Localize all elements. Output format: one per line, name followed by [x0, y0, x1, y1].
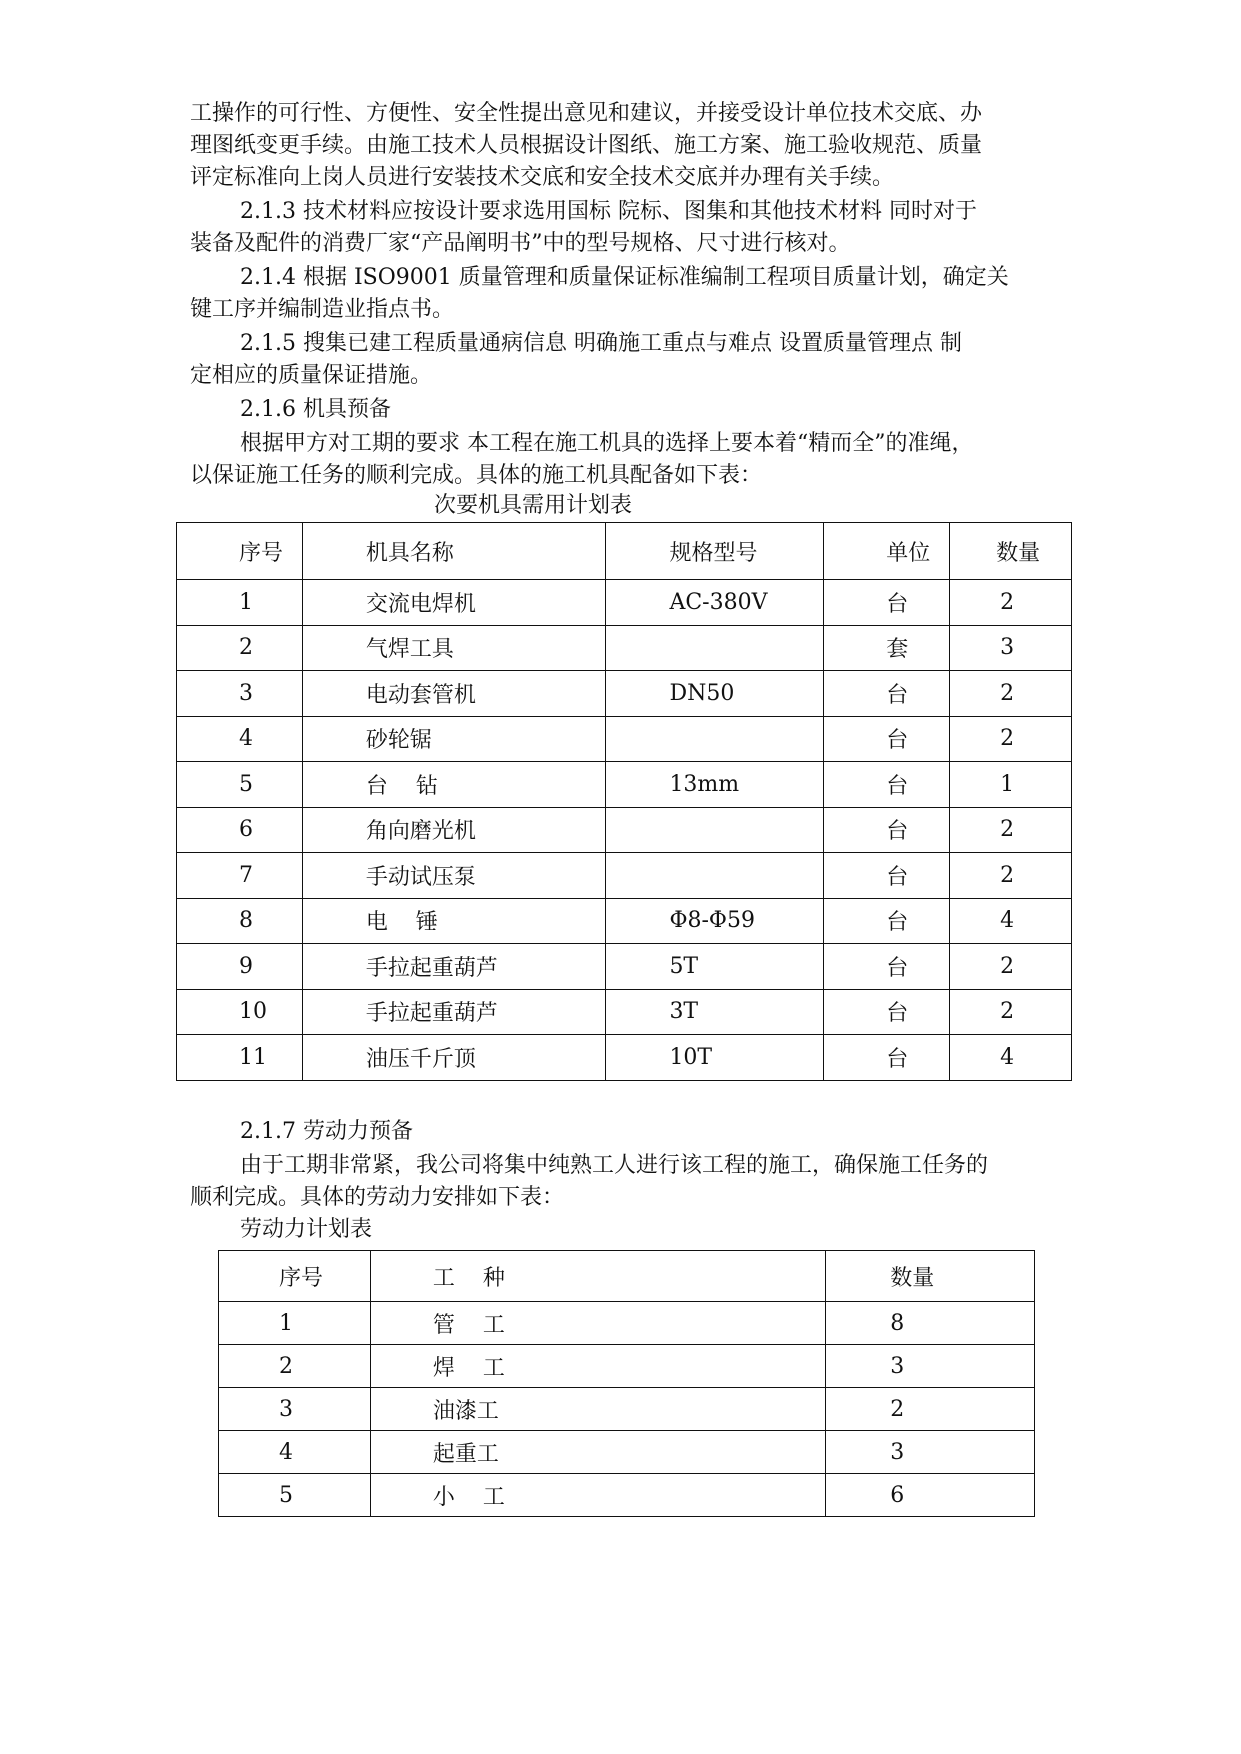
table-row [177, 762, 1072, 808]
paragraph-line: 工操作的可行性、方便性、安全性提出意见和建议，并接受设计单位技术交底、办 [190, 101, 983, 126]
table-cell: 台 [824, 762, 950, 808]
table-cell: 电动套管机 [302, 671, 606, 717]
paragraph-line: 顺利完成。具体的劳动力安排如下表： [190, 1185, 565, 1210]
table-cell: 4 [219, 1431, 371, 1474]
table-cell: 角向磨光机 [302, 807, 606, 853]
table-cell: 6 [177, 807, 303, 853]
table-cell: 2 [177, 625, 303, 671]
table-cell: 台 [824, 1035, 950, 1081]
table-cell: 10T [606, 1035, 824, 1081]
table-cell: 13mm [606, 762, 824, 808]
header-cell: 数量 [826, 1251, 1035, 1302]
table-cell: 小 工 [370, 1474, 825, 1517]
table-title: 劳动力计划表 [240, 1217, 373, 1242]
header-cell: 数量 [950, 523, 1072, 580]
table-cell: 2 [826, 1388, 1035, 1431]
table-cell: 5T [606, 944, 824, 990]
table-cell: 10 [177, 989, 303, 1035]
table-cell: 5 [177, 762, 303, 808]
table-row [177, 580, 1072, 626]
table-row [219, 1388, 1035, 1431]
labor-table [218, 1250, 1035, 1517]
table-cell: 1 [950, 762, 1072, 808]
paragraph-line: 键工序并编制造业指点书。 [190, 297, 455, 322]
table-cell: 2 [950, 716, 1072, 762]
table-header-row [177, 523, 1072, 580]
paragraph-line: 以保证施工任务的顺利完成。具体的施工机具配备如下表： [190, 463, 763, 488]
header-cell: 机具名称 [302, 523, 606, 580]
table-cell: 台 [824, 853, 950, 899]
table-cell: 台 [824, 898, 950, 944]
table-cell: 4 [177, 716, 303, 762]
header-cell: 规格型号 [606, 523, 824, 580]
paragraph-line: 评定标准向上岗人员进行安装技术交底和安全技术交底并办理有关手续。 [190, 165, 895, 190]
table-cell: 2 [219, 1345, 371, 1388]
paragraph-line: 根据甲方对工期的要求 本工程在施工机具的选择上要本着“精而全”的准绳， [240, 431, 974, 456]
table-cell [606, 625, 824, 671]
table-cell: 4 [950, 1035, 1072, 1081]
table-cell: 油漆工 [370, 1388, 825, 1431]
paragraph-line: 2.1.5 搜集已建工程质量通病信息 明确施工重点与难点 设置质量管理点 制 [240, 331, 962, 356]
table-cell: 2 [950, 853, 1072, 899]
table-cell: 电 锤 [302, 898, 606, 944]
table-cell: 7 [177, 853, 303, 899]
paragraph-line: 2.1.3 技术材料应按设计要求选用国标 院标、图集和其他技术材料 同时对于 [240, 199, 977, 224]
table-cell: 台 [824, 807, 950, 853]
table-cell: 2 [950, 671, 1072, 717]
table-row [177, 716, 1072, 762]
table-cell: 3 [219, 1388, 371, 1431]
paragraph-line: 2.1.4 根据 ISO9001 质量管理和质量保证标准编制工程项目质量计划，确定关 [240, 265, 1009, 290]
table-cell: 交流电焊机 [302, 580, 606, 626]
table-row [177, 898, 1072, 944]
section-heading: 2.1.6 机具预备 [240, 397, 391, 422]
table-cell: 台 [824, 580, 950, 626]
header-cell: 单位 [824, 523, 950, 580]
table-cell: 9 [177, 944, 303, 990]
table-header-row [219, 1251, 1035, 1302]
table-cell: 台 [824, 671, 950, 717]
table-cell: 台 [824, 944, 950, 990]
table-row [177, 807, 1072, 853]
table-row [219, 1345, 1035, 1388]
table-cell: 焊 工 [370, 1345, 825, 1388]
header-cell: 序号 [177, 523, 303, 580]
paragraph-line: 理图纸变更手续。由施工技术人员根据设计图纸、施工方案、施工验收规范、质量 [190, 133, 983, 158]
table-cell: 砂轮锯 [302, 716, 606, 762]
table-cell: 8 [177, 898, 303, 944]
table-cell: 2 [950, 807, 1072, 853]
equipment-table [176, 522, 1072, 1081]
table-cell: 8 [826, 1302, 1035, 1345]
table-cell: 3 [950, 625, 1072, 671]
table-cell: 油压千斤顶 [302, 1035, 606, 1081]
table-cell: AC-380V [606, 580, 824, 626]
table-cell: 2 [950, 580, 1072, 626]
table-cell: DN50 [606, 671, 824, 717]
table-row [177, 944, 1072, 990]
paragraph-line: 由于工期非常紧，我公司将集中纯熟工人进行该工程的施工，确保施工任务的 [240, 1153, 989, 1178]
table-row [177, 625, 1072, 671]
paragraph-line: 装备及配件的消费厂家“产品阐明书”中的型号规格、尺寸进行核对。 [190, 231, 851, 256]
table-cell [606, 716, 824, 762]
table-row [177, 853, 1072, 899]
table-row [219, 1431, 1035, 1474]
table-row [177, 671, 1072, 717]
table-cell: 气焊工具 [302, 625, 606, 671]
table-cell: 1 [219, 1302, 371, 1345]
table-cell [606, 807, 824, 853]
table-cell: 6 [826, 1474, 1035, 1517]
table-cell: 管 工 [370, 1302, 825, 1345]
table-cell: 手拉起重葫芦 [302, 944, 606, 990]
table-cell: 3 [826, 1431, 1035, 1474]
table-row [219, 1474, 1035, 1517]
paragraph-line: 定相应的质量保证措施。 [190, 363, 433, 388]
table-cell: 1 [177, 580, 303, 626]
table-cell: Φ8-Φ59 [606, 898, 824, 944]
table-title: 次要机具需用计划表 [434, 493, 633, 518]
table-row [177, 989, 1072, 1035]
table-cell [606, 853, 824, 899]
table-cell: 2 [950, 989, 1072, 1035]
header-cell: 工 种 [370, 1251, 825, 1302]
table-cell: 4 [950, 898, 1072, 944]
table-cell: 3T [606, 989, 824, 1035]
section-heading: 2.1.7 劳动力预备 [240, 1119, 413, 1144]
table-cell: 手动试压泵 [302, 853, 606, 899]
header-cell: 序号 [219, 1251, 371, 1302]
table-cell: 3 [826, 1345, 1035, 1388]
table-cell: 11 [177, 1035, 303, 1081]
table-cell: 手拉起重葫芦 [302, 989, 606, 1035]
table-row [219, 1302, 1035, 1345]
table-cell: 台 [824, 716, 950, 762]
table-cell: 3 [177, 671, 303, 717]
table-row [177, 1035, 1072, 1081]
table-cell: 2 [950, 944, 1072, 990]
table-cell: 5 [219, 1474, 371, 1517]
table-cell: 台 [824, 989, 950, 1035]
table-cell: 套 [824, 625, 950, 671]
table-cell: 起重工 [370, 1431, 825, 1474]
table-cell: 台 钻 [302, 762, 606, 808]
